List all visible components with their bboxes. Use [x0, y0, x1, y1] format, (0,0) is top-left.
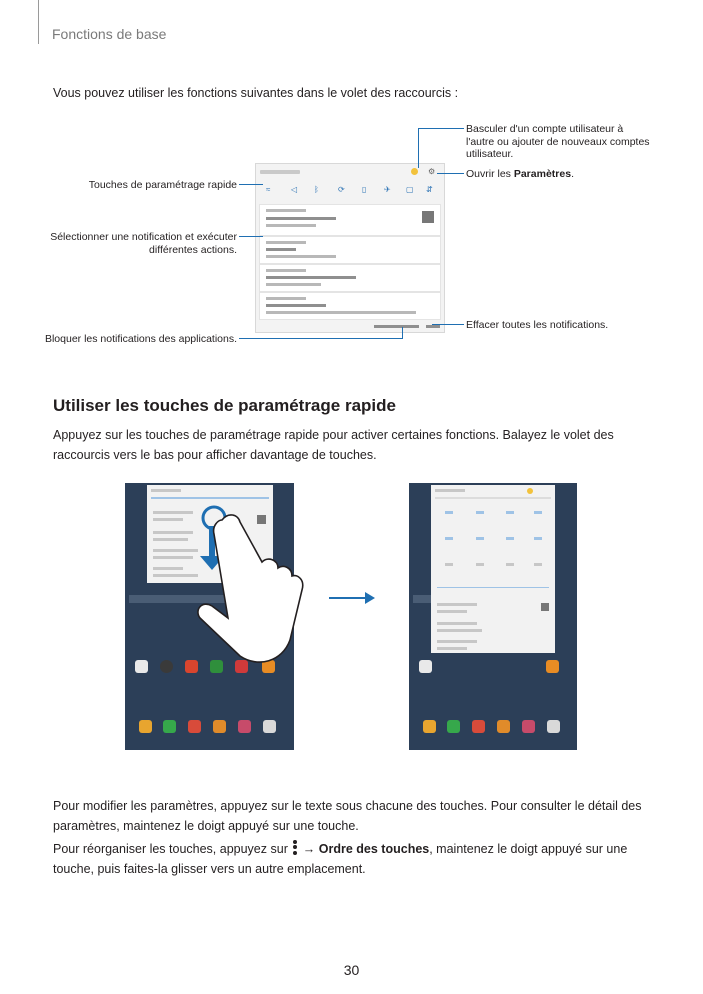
paragraph: Pour modifier les paramètres, appuyez sur le texte sous chacune des touches. Pour consulter le détail des paramètres, maintenez le doigt appuyé sur une touche. — [53, 799, 642, 833]
running-header: Fonctions de base — [52, 26, 167, 42]
header-rule — [38, 0, 39, 44]
status-bar-line — [260, 170, 300, 174]
page-number: 30 — [343, 962, 360, 978]
paragraph: Appuyez sur les touches de paramétrage rapide pour activer certaines fonctions. Balayez le volet des raccourcis vers le bas pour afficher davantage de touches. — [53, 428, 614, 462]
section-title: Utiliser les touches de paramétrage rapide — [53, 396, 396, 415]
intro-text: Vous pouvez utiliser les fonctions suivantes dans le volet des raccourcis : — [53, 86, 459, 100]
hand-icon — [130, 490, 320, 680]
notification-panel-illustration — [255, 163, 445, 333]
paragraph: Pour réorganiser les touches, appuyez sur → Ordre des touches, maintenez le doigt appuyé sur une touche, puis faites-la glisser vers un autre emplacement. — [53, 838, 653, 879]
tablet-illustration-after — [409, 483, 577, 750]
airplane-icon: ✈ — [384, 185, 391, 194]
bluetooth-icon: ᛒ — [314, 185, 319, 194]
tile-icon: ▢ — [406, 185, 414, 194]
callout-clear-all: Effacer toutes les notifications. — [466, 319, 609, 331]
notification-card — [259, 292, 441, 320]
user-icon — [411, 168, 418, 175]
callout-switch-user: Basculer d'un compte utilisateur à l'autre ou ajouter de nouveaux comptes utilisateur. — [466, 123, 650, 160]
tile-icon: ⇵ — [426, 185, 433, 194]
expanded-shade-panel — [431, 485, 555, 653]
gear-icon: ⚙ — [428, 167, 436, 176]
callout-open-settings: Ouvrir les Paramètres. — [466, 168, 574, 180]
arrow-icon — [327, 590, 377, 606]
notification-card — [259, 236, 441, 264]
notification-card — [259, 204, 441, 236]
sound-icon: ◁ — [291, 185, 298, 194]
rotation-icon: ⟳ — [338, 185, 345, 194]
notification-card — [259, 264, 441, 292]
flashlight-icon: ▯ — [362, 185, 367, 194]
wifi-icon: ≈ — [266, 185, 271, 194]
callout-select-notification: Sélectionner une notification et exécuter différentes actions. — [50, 231, 237, 256]
callout-block-notifications: Bloquer les notifications des applications. — [44, 333, 237, 345]
more-options-icon — [293, 838, 297, 856]
callout-quick-settings: Touches de paramétrage rapide — [88, 179, 237, 191]
